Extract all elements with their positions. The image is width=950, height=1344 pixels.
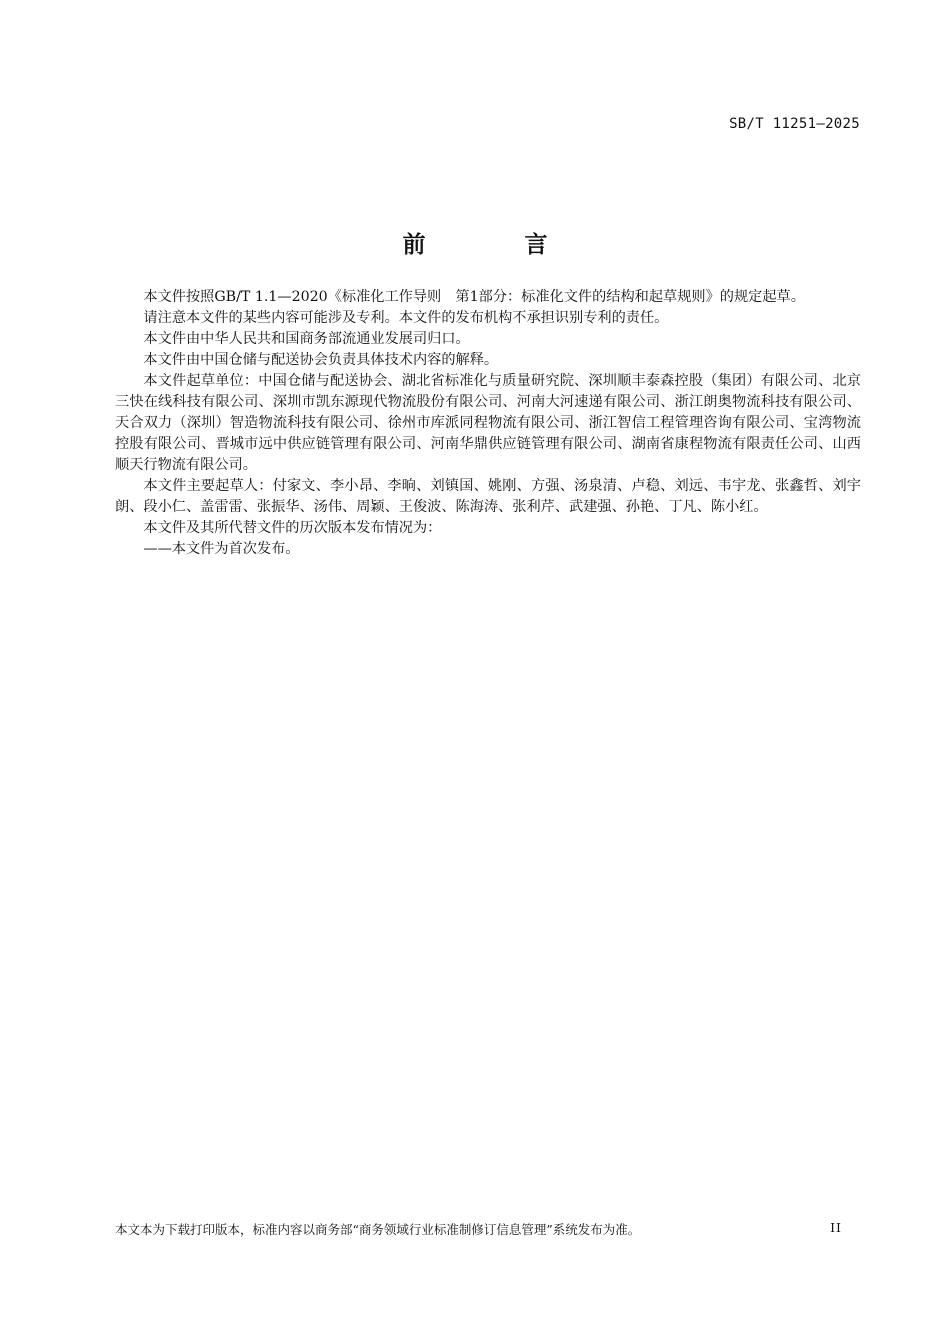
footer-note: 本文本为下载打印版本，标准内容以商务部“商务领域行业标准制修订信息管理”系统发布为准。 (115, 1222, 641, 1237)
paragraph-interpretation: 本文件由中国仓储与配送协会负责具体技术内容的解释。 (143, 352, 499, 368)
page-title: 前 言 (402, 232, 586, 258)
foreword-body (115, 287, 861, 560)
paragraph-version-history: 本文件及其所代替文件的历次版本发布情况为： (143, 520, 442, 536)
paragraph-administration: 本文件由中华人民共和国商务部流通业发展司归口。 (143, 331, 470, 347)
paragraph-drafting-units: 本文件起草单位：中国仓储与配送协会、湖北省标准化与质量研究院、深圳顺丰泰森控股（集团）有限公司、北京三快在线科技有限公司、深圳市凯东源现代物流股份有限公司、河南大河速递有限公司、浙江朗奥物流科技有限公司、天合双力（深圳）智造物流科技有限公司、徐州市库派同程物流有限公司、浙江智信工程管理咨询有限公司、宝湾物流控股有限公司、晋城市远中供应链管理有限公司、河南华鼎供应链管理有限公司、湖南省康程物流有限责任公司、山西顺天行物流有限公司。 (115, 373, 861, 473)
standard-number: SB/T 11251—2025 (729, 116, 860, 132)
paragraph-first-release: ——本文件为首次发布。 (143, 541, 300, 557)
page-number: II (830, 1220, 842, 1235)
paragraph-drafting-rules: 本文件按照GB/T 1.1—2020《标准化工作导则 第1部分：标准化文件的结构和起草规则》的规定起草。 (143, 289, 805, 305)
paragraph-drafters: 本文件主要起草人：付家文、李小昂、李晌、刘镇国、姚刚、方强、汤泉清、卢稳、刘远、韦宇龙、张鑫哲、刘宇朗、段小仁、盖雷雷、张振华、汤伟、周颖、王俊波、陈海涛、张利芹、武建强、孙艳、丁凡、陈小红。 (115, 478, 861, 515)
paragraph-patent-notice: 请注意本文件的某些内容可能涉及专利。本文件的发布机构不承担识别专利的责任。 (143, 310, 669, 326)
